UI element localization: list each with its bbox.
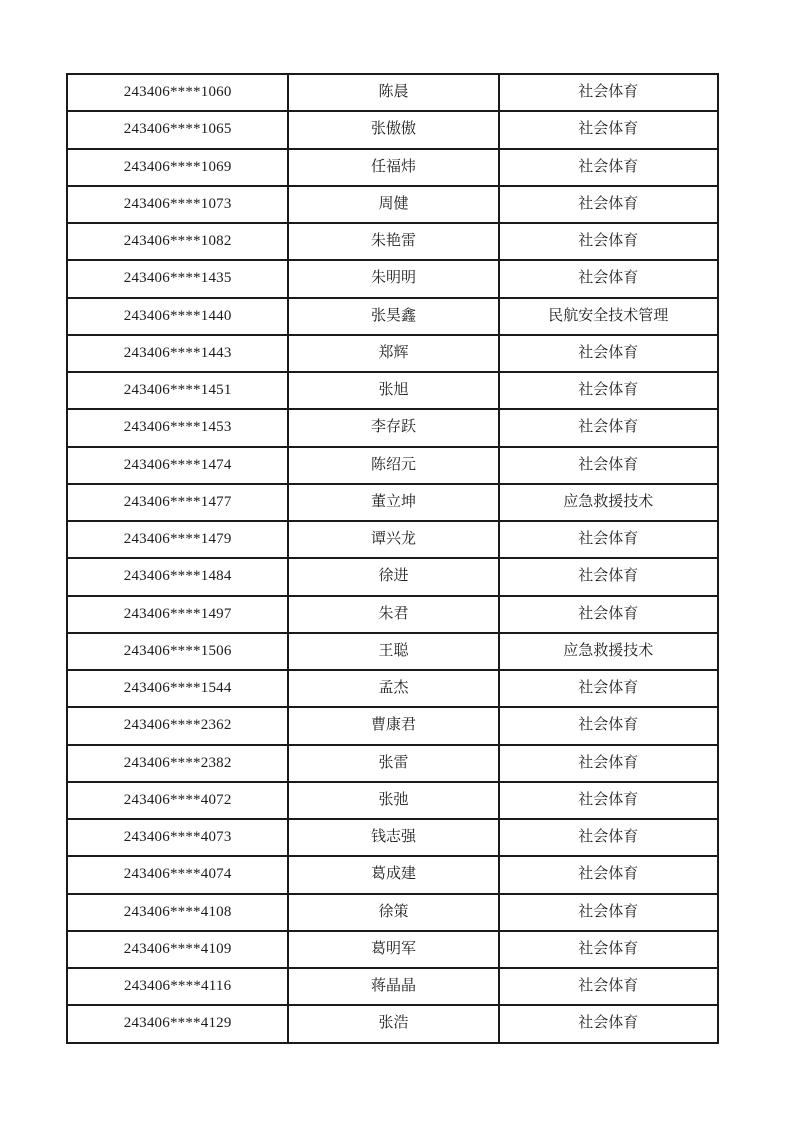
candidate-id-cell: 243406****1060 <box>67 74 288 111</box>
candidate-id-cell: 243406****1474 <box>67 447 288 484</box>
admitted-major-cell: 社会体育 <box>499 707 718 744</box>
candidate-id-cell: 243406****1443 <box>67 335 288 372</box>
table-row <box>67 968 718 1005</box>
admitted-major-cell: 应急救援技术 <box>499 633 718 670</box>
candidate-id-cell: 243406****1484 <box>67 558 288 595</box>
admitted-major-cell: 社会体育 <box>499 819 718 856</box>
candidate-id-cell: 243406****1073 <box>67 186 288 223</box>
candidate-name-cell: 徐进 <box>288 558 498 595</box>
candidate-name-cell: 郑辉 <box>288 335 498 372</box>
table-row <box>67 558 718 595</box>
table-row <box>67 409 718 446</box>
candidate-id-cell: 243406****4109 <box>67 931 288 968</box>
table-row <box>67 74 718 111</box>
admitted-major-cell: 社会体育 <box>499 335 718 372</box>
candidate-name-cell: 朱君 <box>288 596 498 633</box>
candidate-name-cell: 张浩 <box>288 1005 498 1042</box>
admitted-major-cell: 应急救援技术 <box>499 484 718 521</box>
candidate-id-cell: 243406****1477 <box>67 484 288 521</box>
admitted-major-cell: 社会体育 <box>499 1005 718 1042</box>
roster-table <box>66 73 719 1044</box>
admitted-major-cell: 社会体育 <box>499 149 718 186</box>
table-row <box>67 633 718 670</box>
table-row <box>67 149 718 186</box>
admitted-major-cell: 社会体育 <box>499 856 718 893</box>
table-row <box>67 223 718 260</box>
admitted-major-cell: 社会体育 <box>499 894 718 931</box>
table-row <box>67 372 718 409</box>
table-row <box>67 856 718 893</box>
admitted-major-cell: 社会体育 <box>499 670 718 707</box>
admitted-major-cell: 社会体育 <box>499 931 718 968</box>
admitted-major-cell: 社会体育 <box>499 186 718 223</box>
table-row <box>67 186 718 223</box>
candidate-name-cell: 蒋晶晶 <box>288 968 498 1005</box>
candidate-name-cell: 任福炜 <box>288 149 498 186</box>
candidate-id-cell: 243406****1506 <box>67 633 288 670</box>
admission-roster-table <box>66 73 719 1042</box>
admitted-major-cell: 社会体育 <box>499 558 718 595</box>
table-row <box>67 894 718 931</box>
candidate-name-cell: 徐策 <box>288 894 498 931</box>
candidate-id-cell: 243406****1544 <box>67 670 288 707</box>
candidate-name-cell: 朱艳雷 <box>288 223 498 260</box>
table-row <box>67 782 718 819</box>
candidate-name-cell: 朱明明 <box>288 260 498 297</box>
candidate-name-cell: 张昊鑫 <box>288 298 498 335</box>
admitted-major-cell: 社会体育 <box>499 782 718 819</box>
table-row <box>67 1005 718 1042</box>
candidate-id-cell: 243406****4116 <box>67 968 288 1005</box>
admitted-major-cell: 社会体育 <box>499 409 718 446</box>
candidate-id-cell: 243406****1440 <box>67 298 288 335</box>
candidate-id-cell: 243406****1453 <box>67 409 288 446</box>
table-row <box>67 707 718 744</box>
candidate-id-cell: 243406****1479 <box>67 521 288 558</box>
candidate-name-cell: 葛明军 <box>288 931 498 968</box>
table-row <box>67 298 718 335</box>
admitted-major-cell: 社会体育 <box>499 260 718 297</box>
table-row <box>67 521 718 558</box>
candidate-id-cell: 243406****1435 <box>67 260 288 297</box>
admitted-major-cell: 社会体育 <box>499 521 718 558</box>
table-row <box>67 111 718 148</box>
table-row <box>67 819 718 856</box>
candidate-id-cell: 243406****4108 <box>67 894 288 931</box>
admitted-major-cell: 社会体育 <box>499 223 718 260</box>
candidate-name-cell: 张雷 <box>288 745 498 782</box>
candidate-name-cell: 陈晨 <box>288 74 498 111</box>
table-row <box>67 745 718 782</box>
candidate-id-cell: 243406****1497 <box>67 596 288 633</box>
admitted-major-cell: 民航安全技术管理 <box>499 298 718 335</box>
table-row <box>67 335 718 372</box>
admitted-major-cell: 社会体育 <box>499 372 718 409</box>
candidate-id-cell: 243406****1065 <box>67 111 288 148</box>
table-row <box>67 484 718 521</box>
admitted-major-cell: 社会体育 <box>499 447 718 484</box>
candidate-name-cell: 周健 <box>288 186 498 223</box>
candidate-name-cell: 李存跃 <box>288 409 498 446</box>
candidate-name-cell: 陈绍元 <box>288 447 498 484</box>
table-row <box>67 260 718 297</box>
candidate-id-cell: 243406****4073 <box>67 819 288 856</box>
admitted-major-cell: 社会体育 <box>499 596 718 633</box>
candidate-name-cell: 张弛 <box>288 782 498 819</box>
table-row <box>67 670 718 707</box>
candidate-name-cell: 王聪 <box>288 633 498 670</box>
table-row <box>67 447 718 484</box>
candidate-name-cell: 曹康君 <box>288 707 498 744</box>
candidate-name-cell: 张旭 <box>288 372 498 409</box>
roster-table-body <box>67 74 718 1043</box>
candidate-id-cell: 243406****2382 <box>67 745 288 782</box>
candidate-id-cell: 243406****2362 <box>67 707 288 744</box>
admitted-major-cell: 社会体育 <box>499 111 718 148</box>
candidate-id-cell: 243406****1082 <box>67 223 288 260</box>
candidate-id-cell: 243406****1451 <box>67 372 288 409</box>
candidate-name-cell: 董立坤 <box>288 484 498 521</box>
table-row <box>67 931 718 968</box>
candidate-name-cell: 张傲傲 <box>288 111 498 148</box>
candidate-id-cell: 243406****4072 <box>67 782 288 819</box>
candidate-id-cell: 243406****1069 <box>67 149 288 186</box>
candidate-name-cell: 葛成建 <box>288 856 498 893</box>
admitted-major-cell: 社会体育 <box>499 745 718 782</box>
candidate-name-cell: 孟杰 <box>288 670 498 707</box>
candidate-name-cell: 谭兴龙 <box>288 521 498 558</box>
table-row <box>67 596 718 633</box>
candidate-name-cell: 钱志强 <box>288 819 498 856</box>
candidate-id-cell: 243406****4074 <box>67 856 288 893</box>
admitted-major-cell: 社会体育 <box>499 74 718 111</box>
candidate-id-cell: 243406****4129 <box>67 1005 288 1042</box>
admitted-major-cell: 社会体育 <box>499 968 718 1005</box>
